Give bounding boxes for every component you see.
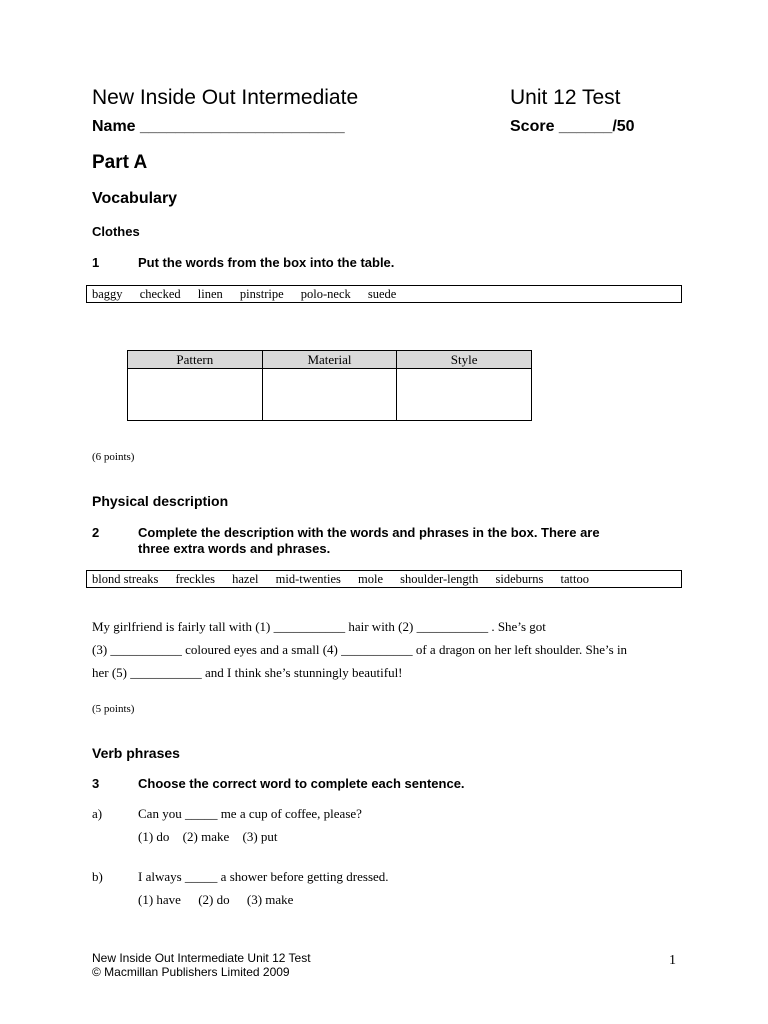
option[interactable]: (1) have [138, 892, 181, 907]
score-label: Score [510, 118, 555, 135]
item-sentence: I always _____ a shower before getting dressed. [138, 869, 389, 884]
name-label: Name [92, 118, 136, 135]
word-item: suede [367, 287, 397, 301]
word-item: mole [358, 572, 384, 586]
table-header-material: Material [262, 351, 397, 369]
option[interactable]: (3) make [246, 892, 294, 907]
unit-title: Unit 12 Test [510, 86, 621, 109]
gap-fill-text [92, 615, 692, 684]
footer [92, 951, 311, 979]
name-line: _______________________ [140, 118, 345, 135]
word-box [86, 570, 682, 588]
word-item: linen [197, 287, 223, 301]
word-item: hazel [232, 572, 259, 586]
text-line: her (5) ___________ and I think she’s stunningly beautiful! [92, 665, 403, 680]
item-options [138, 892, 293, 908]
word-item: checked [139, 287, 181, 301]
item-sentence: Can you _____ me a cup of coffee, please? [138, 806, 362, 821]
option[interactable]: (2) make [182, 829, 230, 844]
score-field [510, 118, 635, 136]
word-box [86, 285, 682, 303]
exercise-instruction: Choose the correct word to complete each sentence. [138, 776, 465, 791]
word-item: sideburns [495, 572, 544, 586]
footer-copyright: © Macmillan Publishers Limited 2009 [92, 965, 290, 979]
clothes-heading: Clothes [92, 224, 140, 239]
answer-cell-material[interactable] [262, 369, 397, 421]
word-item: blond streaks [92, 572, 159, 586]
score-line: ______/50 [558, 118, 635, 135]
answer-cell-style[interactable] [397, 369, 532, 421]
exercise-number: 3 [92, 776, 100, 791]
word-item: polo-neck [300, 287, 351, 301]
item-options [138, 829, 278, 845]
footer-title: New Inside Out Intermediate Unit 12 Test [92, 951, 311, 965]
instruction-line: Complete the description with the words and phrases in the box. There are [138, 525, 600, 540]
exercise-instruction: Put the words from the box into the table. [138, 255, 395, 270]
item-letter: b) [92, 869, 103, 884]
exercise-number: 2 [92, 525, 100, 540]
word-item: baggy [92, 287, 123, 301]
table-header-pattern: Pattern [128, 351, 263, 369]
name-field [92, 118, 345, 136]
option[interactable]: (1) do [138, 829, 170, 844]
option[interactable]: (3) put [242, 829, 278, 844]
points-label: (6 points) [92, 451, 135, 463]
word-item: shoulder-length [400, 572, 479, 586]
word-item: pinstripe [239, 287, 284, 301]
word-item: freckles [175, 572, 215, 586]
word-item: tattoo [560, 572, 589, 586]
exercise-number: 1 [92, 255, 100, 270]
word-item: mid-twenties [275, 572, 341, 586]
verbs-heading: Verb phrases [92, 745, 180, 761]
physical-heading: Physical description [92, 493, 229, 509]
exercise-instruction [138, 525, 600, 557]
answer-table [127, 350, 532, 421]
text-line: My girlfriend is fairly tall with (1) ___________ hair with (2) ___________ . She’s got [92, 619, 546, 634]
item-letter: a) [92, 806, 103, 821]
answer-cell-pattern[interactable] [128, 369, 263, 421]
section-heading: Vocabulary [92, 190, 178, 207]
page-number: 1 [669, 953, 676, 968]
part-heading: Part A [92, 152, 148, 173]
text-line: (3) ___________ coloured eyes and a small (4) ___________ of a dragon on her left shoulder. She’s in [92, 642, 628, 657]
table-header-style: Style [397, 351, 532, 369]
document-title: New Inside Out Intermediate [92, 86, 359, 109]
option[interactable]: (2) do [198, 892, 230, 907]
points-label: (5 points) [92, 703, 135, 715]
instruction-line: three extra words and phrases. [138, 541, 331, 556]
